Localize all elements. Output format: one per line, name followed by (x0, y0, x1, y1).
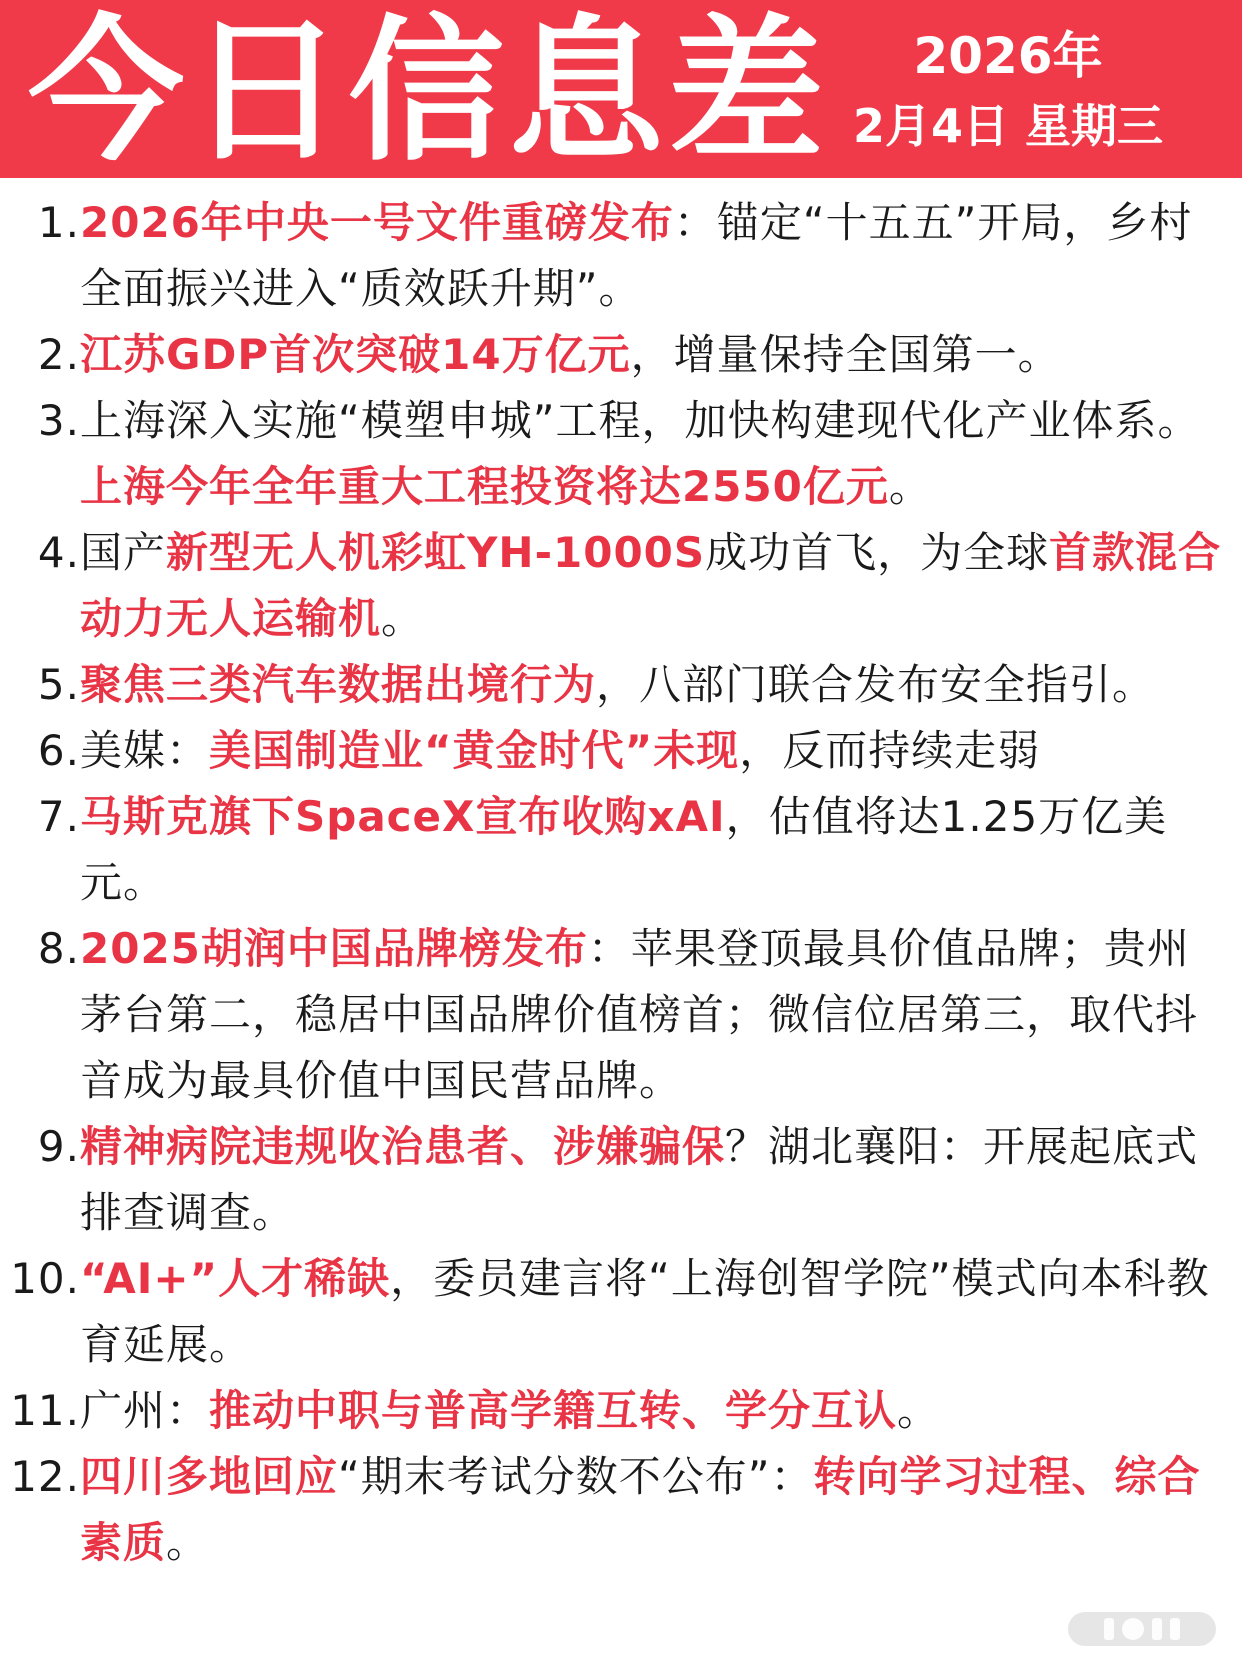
item-headline: 新型无人机彩虹YH-1000S (166, 528, 706, 577)
item-number: 10. (10, 1254, 80, 1303)
item-text: ，八部门联合发布安全指引。 (596, 660, 1156, 709)
item-headline: 首款混合动力无人运输机 (80, 528, 1222, 643)
header-banner (0, 0, 1242, 182)
item-headline: 精神病院违规收治患者、涉嫌骗保 (80, 1122, 726, 1171)
news-item (0, 652, 1242, 718)
watermark-logo (1068, 1612, 1216, 1646)
date-block (818, 24, 1198, 158)
item-text: 。 (166, 1518, 210, 1567)
item-text: 。 (888, 462, 932, 511)
item-headline: 江苏GDP首次突破14万亿元 (80, 330, 631, 379)
item-number: 11. (10, 1386, 80, 1435)
news-item (0, 1246, 1242, 1378)
item-headline: “AI+”人才稀缺 (80, 1254, 391, 1303)
news-item (0, 1378, 1242, 1444)
item-text: ，增量保持全国第一。 (630, 330, 1061, 379)
item-text: ，反而持续走弱 (739, 726, 1041, 775)
news-item (0, 190, 1242, 322)
news-item (0, 1114, 1242, 1246)
item-headline: 聚焦三类汽车数据出境行为 (80, 660, 597, 709)
item-number: 4. (37, 528, 80, 577)
item-headline: 转向学习过程、综合素质 (80, 1452, 1201, 1567)
news-list (0, 190, 1242, 1576)
watermark-mark-icon (1122, 1618, 1144, 1640)
item-number: 6. (37, 726, 80, 775)
item-number: 7. (37, 792, 80, 841)
item-text: ：苹果登顶最具价值品牌；贵州茅台第二，稳居中国品牌价值榜首；微信位居第三，取代抖音成为最具价值中国民营品牌。 (80, 924, 1199, 1105)
item-headline: 上海今年全年重大工程投资将达2550亿元 (80, 462, 889, 511)
item-number: 2. (37, 330, 80, 379)
item-number: 5. (37, 660, 80, 709)
item-headline: 2026年中央一号文件重磅发布 (80, 198, 674, 247)
item-text: ：锚定“十五五”开局，乡村全面振兴进入“质效跃升期”。 (80, 198, 1193, 313)
item-number: 1. (37, 198, 80, 247)
news-item (0, 520, 1242, 652)
item-headline: 2025胡润中国品牌榜发布 (80, 924, 588, 973)
item-headline: 马斯克旗下SpaceX宣布收购xAI (80, 792, 726, 841)
item-text: “期末考试分数不公布”： (338, 1452, 814, 1501)
item-text: 广州： (80, 1386, 210, 1435)
date-year: 2026年 (913, 27, 1103, 85)
news-item (0, 718, 1242, 784)
item-text: ，委员建言将“上海创智学院”模式向本科教育延展。 (80, 1254, 1210, 1369)
item-text: ？湖北襄阳：开展起底式排查调查。 (80, 1122, 1199, 1237)
item-text: 美媒： (80, 726, 210, 775)
watermark-mark-icon (1152, 1618, 1162, 1640)
item-text: 。 (381, 594, 425, 643)
item-headline: 推动中职与普高学籍互转、学分互认 (209, 1386, 898, 1435)
watermark-mark-icon (1104, 1618, 1114, 1640)
news-item (0, 784, 1242, 916)
item-text: 上海深入实施“模塑申城”工程，加快构建现代化产业体系。 (80, 396, 1201, 445)
watermark-mark-icon (1170, 1618, 1180, 1640)
news-item (0, 916, 1242, 1114)
item-text: 。 (897, 1386, 941, 1435)
item-number: 12. (10, 1452, 80, 1501)
item-text: 成功首飞，为全球 (705, 528, 1050, 577)
item-number: 8. (37, 924, 80, 973)
item-text: 国产 (80, 528, 167, 577)
news-item (0, 322, 1242, 388)
date-day: 2月4日 星期三 (852, 99, 1164, 153)
item-headline: 美国制造业“黄金时代”未现 (209, 726, 740, 775)
page-title: 今日信息差 (28, 0, 828, 182)
news-item (0, 388, 1242, 520)
news-item (0, 1444, 1242, 1576)
item-number: 9. (37, 1122, 80, 1171)
item-number: 3. (37, 396, 80, 445)
item-headline: 四川多地回应 (80, 1452, 339, 1501)
item-text: ，估值将达1.25万亿美元。 (80, 792, 1168, 907)
